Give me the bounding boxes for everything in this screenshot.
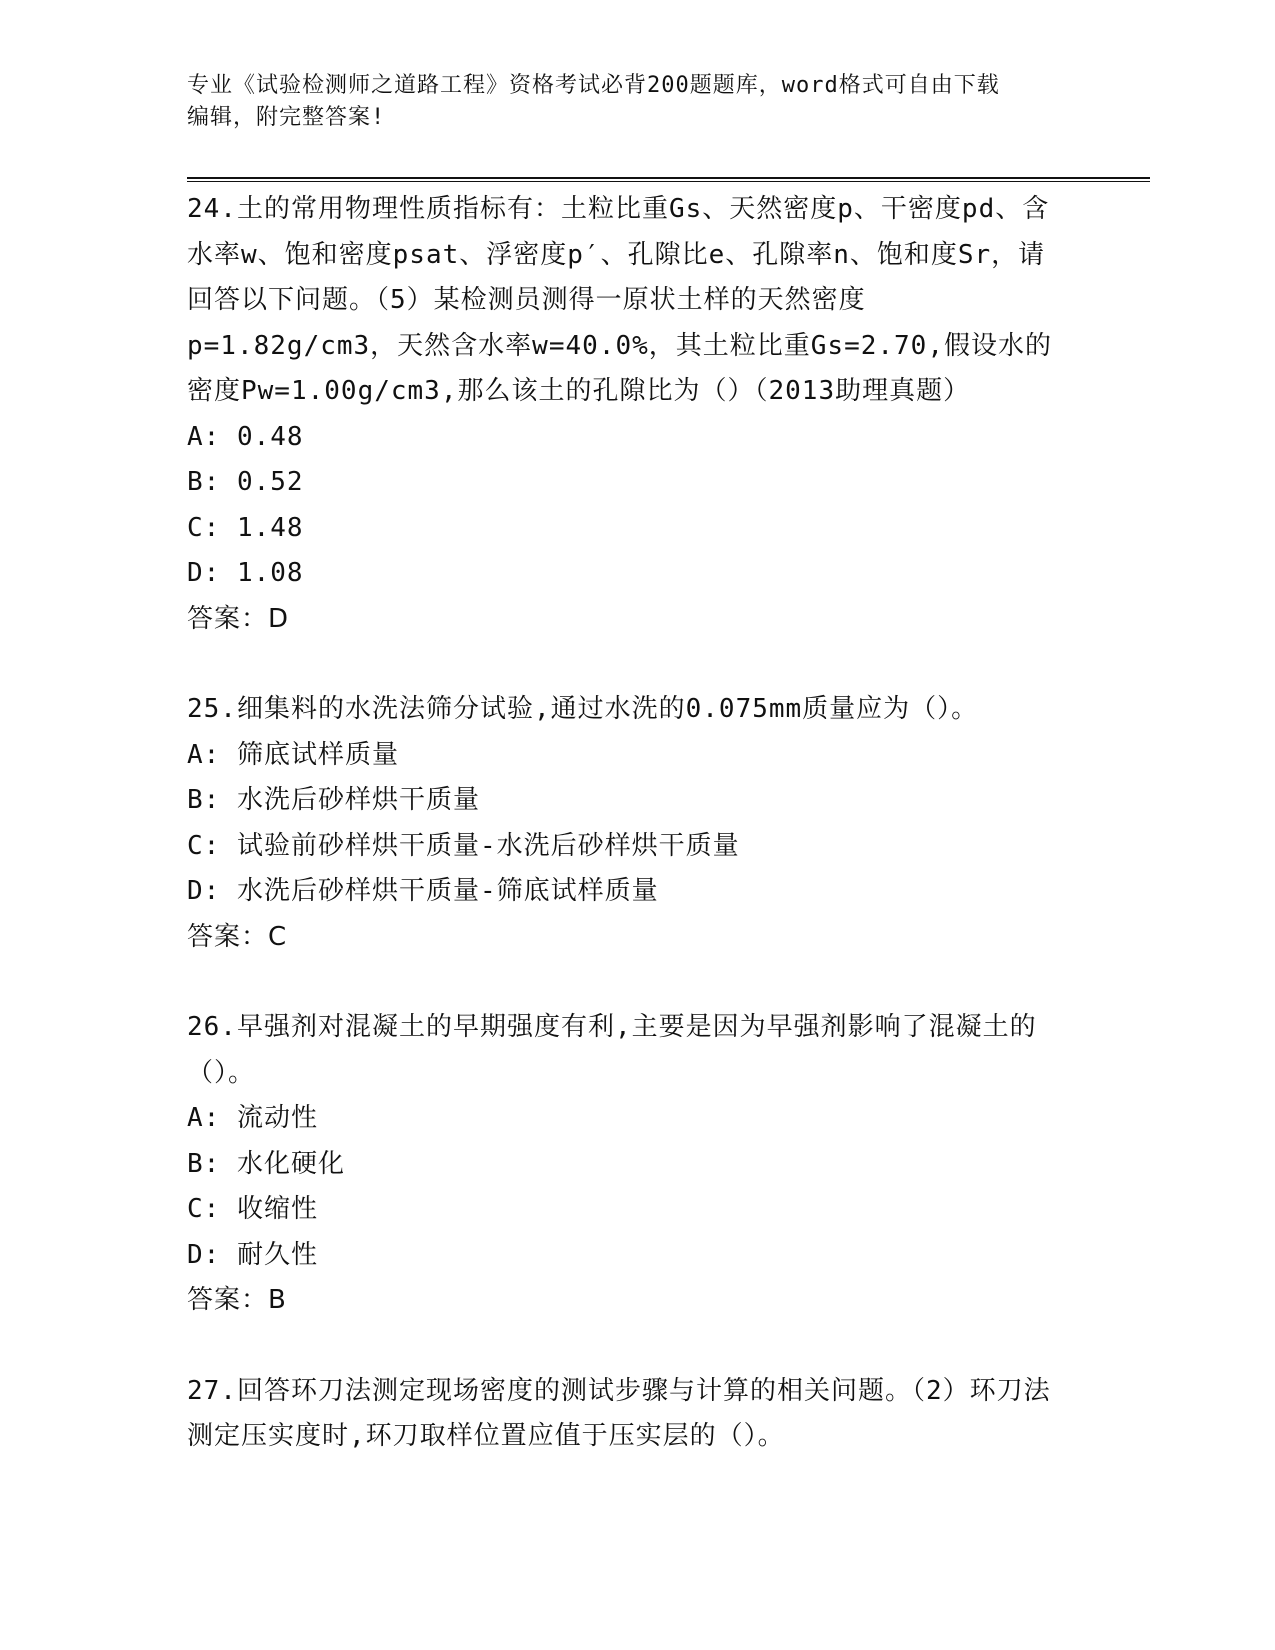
question-spacer <box>187 642 1067 687</box>
header-line-1: 专业《试验检测师之道路工程》资格考试必背200题题库，word格式可自由下载 <box>187 73 1000 98</box>
option-b: B: 0.52 <box>187 467 304 497</box>
option-d: D: 水洗后砂样烘干质量-筛底试样质量 <box>187 876 659 906</box>
option-a: A: 流动性 <box>187 1103 318 1133</box>
option-b: B: 水化硬化 <box>187 1148 345 1179</box>
question-list <box>187 187 1067 1460</box>
question-text: 27.回答环刀法测定现场密度的测试步骤与计算的相关问题。（2）环刀法测定压实度时,环刀取样位置应值于压实层的（）。 <box>187 1375 1051 1451</box>
answer: 答案：C <box>187 921 288 952</box>
option-b: B: 水洗后砂样烘干质量 <box>187 785 480 815</box>
option-a: A: 0.48 <box>187 421 304 452</box>
document-header <box>187 70 1067 134</box>
question-25 <box>187 687 1067 960</box>
option-c: C: 收缩性 <box>187 1194 318 1224</box>
option-d: D: 耐久性 <box>187 1239 318 1270</box>
question-text: 26.早强剂对混凝土的早期强度有利,主要是因为早强剂影响了混凝土的（）。 <box>187 1012 1037 1088</box>
question-spacer <box>187 1324 1067 1369</box>
header-divider <box>187 177 1150 182</box>
question-27 <box>187 1369 1067 1460</box>
option-d: D: 1.08 <box>187 558 304 588</box>
answer: 答案：B <box>187 1285 287 1315</box>
question-26 <box>187 1005 1067 1324</box>
question-24 <box>187 187 1067 642</box>
question-spacer <box>187 960 1067 1005</box>
question-text: 25.细集料的水洗法筛分试验,通过水洗的0.075mm质量应为（）。 <box>187 694 979 724</box>
answer: 答案：D <box>187 603 290 634</box>
header-line-2: 编辑，附完整答案! <box>187 105 386 130</box>
option-c: C: 1.48 <box>187 512 304 543</box>
option-c: C: 试验前砂样烘干质量-水洗后砂样烘干质量 <box>187 830 740 861</box>
option-a: A: 筛底试样质量 <box>187 739 399 770</box>
question-text: 24.土的常用物理性质指标有：土粒比重Gs、天然密度p、干密度pd、含水率w、饱和密度psat、浮密度p′、孔隙比e、孔隙率n、饱和度Sr，请回答以下问题。（5）某检测员测得一原状土样的天然密度p=1.82g/cm3，天然含水率w=40.0%，其土粒比重Gs=2.70,假设水的密度Pw=1.00g/cm3,那么该土的孔隙比为（）（2013助理真题） <box>187 194 1052 406</box>
